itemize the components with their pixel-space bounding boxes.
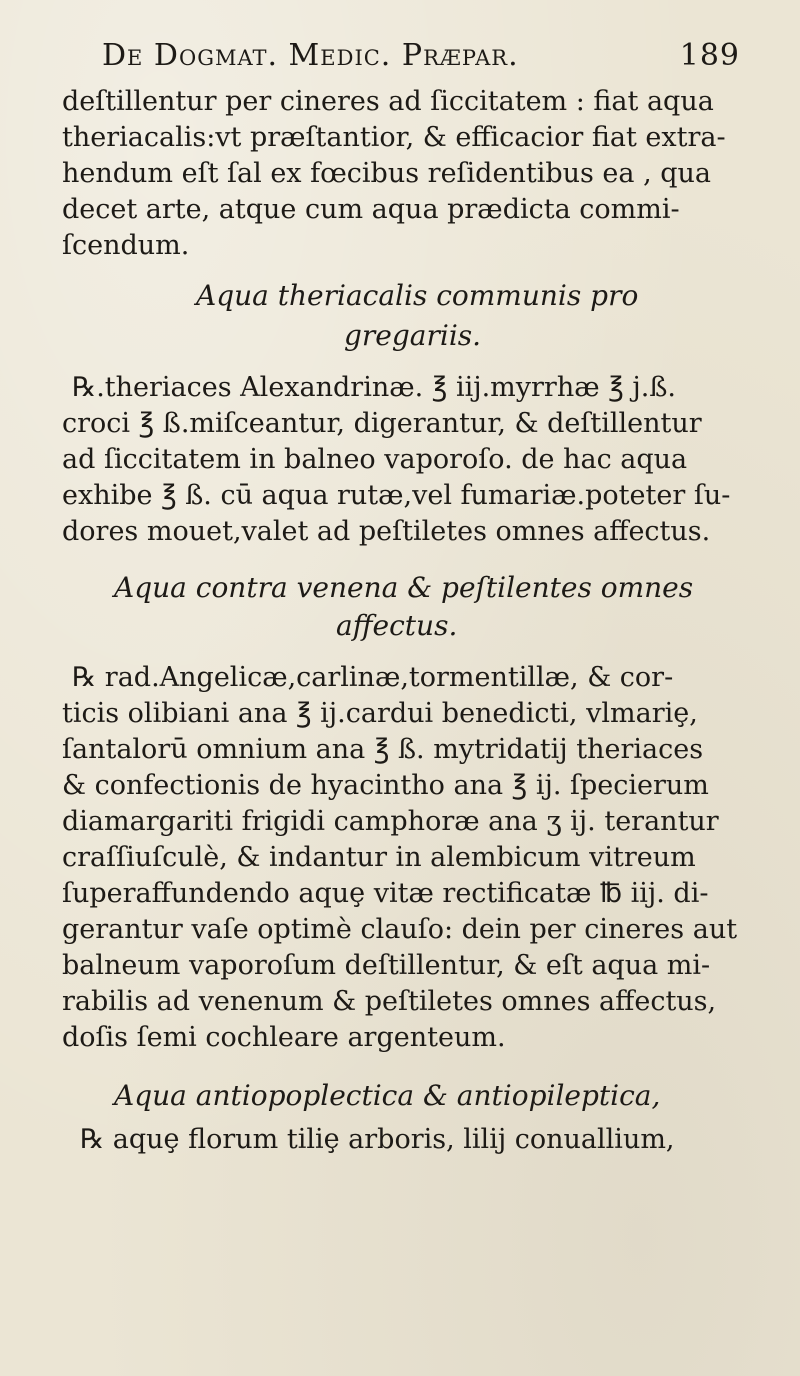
text-line: ℞ aquȩ florum tiliȩ arboris, lilij conuallium,: [80, 1124, 675, 1155]
text-line: hendum eſt ſal ex fœcibus reſidentibus ea , qua: [62, 158, 712, 189]
text-line: ſuperaffundendo aquȩ vitæ rectificatæ ℔ iij. di-: [62, 878, 709, 909]
section-heading: gregariis.: [344, 319, 482, 352]
text-line: dores mouet,valet ad peſtiletes omnes affectus.: [62, 516, 711, 547]
page-number: 189: [679, 38, 740, 73]
section-heading: Aqua antiopoplectica & antiopileptica,: [114, 1079, 661, 1112]
text-line: ℞.theriaces Alexandrinæ. ℥ iij.myrrhæ ℥ j.ß.: [72, 372, 676, 403]
text-line: & confectionis de hyacintho ana ℥ ij. ſpecierum: [62, 770, 709, 801]
text-line: deſtillentur per cineres ad ſiccitatem : fiat aqua: [62, 86, 714, 117]
running-title: De Dogmat. Medic. Præpar.: [102, 38, 519, 73]
text-line: theriacalis:vt præſtantior, & efficacior fiat extra-: [62, 122, 726, 153]
text-line: ſcendum.: [62, 230, 190, 261]
text-line: gerantur vaſe optimè clauſo: dein per cineres aut: [62, 914, 738, 945]
text-line: doſis ſemi cochleare argenteum.: [62, 1022, 506, 1053]
text-line: craſſiuſculè, & indantur in alembicum vitreum: [62, 842, 696, 873]
section-heading: affectus.: [336, 609, 458, 642]
text-line: decet arte, atque cum aqua prædicta commi-: [62, 194, 680, 225]
text-line: balneum vaporoſum deſtillentur, & eſt aqua mi-: [62, 950, 711, 981]
text-line: diamargariti frigidi camphoræ ana ʒ ij. terantur: [62, 806, 719, 837]
section-heading: Aqua contra venena & peſtilentes omnes: [114, 571, 694, 604]
text-line: croci ℥ ß.miſceantur, digerantur, & deſtillentur: [62, 408, 702, 439]
section-heading: Aqua theriacalis communis pro: [196, 279, 639, 312]
text-line: ticis olibiani ana ℥ ij.cardui benedicti, vlmariȩ,: [62, 698, 698, 729]
text-line: exhibe ℥ ß. cū aqua rutæ,vel fumariæ.poteter ſu-: [62, 480, 731, 511]
running-header: [70, 38, 740, 78]
text-line: ſantalorū omnium ana ℥ ß. mytridatij theriaces: [62, 734, 704, 765]
text-line: ℞ rad.Angelicæ,carlinæ,tormentillæ, & cor-: [72, 662, 674, 693]
text-line: ad ſiccitatem in balneo vaporoſo. de hac aqua: [62, 444, 688, 475]
text-line: rabilis ad venenum & peſtiletes omnes affectus,: [62, 986, 717, 1017]
